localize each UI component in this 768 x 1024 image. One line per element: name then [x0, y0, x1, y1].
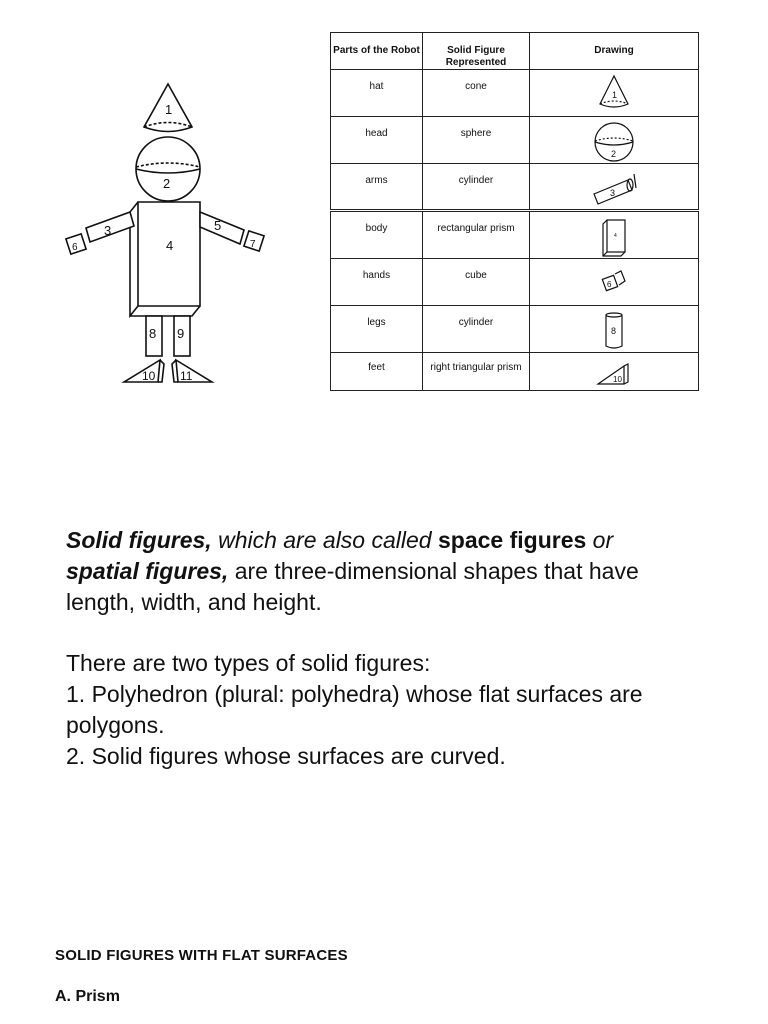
- intro-text-3: are three-dimensional shapes that have length, width, and height.: [66, 558, 639, 615]
- cell-part: feet: [331, 353, 423, 391]
- cell-drawing: [530, 211, 699, 259]
- robot-left-arm: [66, 212, 134, 254]
- rectangular-prism-drawing: [599, 216, 629, 258]
- cell-part: head: [331, 117, 423, 164]
- types-item-1: 1. Polyhedron (plural: polyhedra) whose flat surfaces are polygons.: [66, 681, 643, 738]
- cell-figure: sphere: [423, 117, 530, 164]
- robot-label-11: 11: [180, 369, 193, 383]
- intro-paragraph: [66, 525, 706, 618]
- cell-drawing: [530, 117, 699, 164]
- table-row: [331, 117, 699, 164]
- drawing-label: 10: [613, 375, 622, 384]
- types-block: [66, 648, 706, 772]
- cell-drawing: [530, 353, 699, 391]
- drawing-label: 4: [614, 233, 617, 239]
- types-item-2: 2. Solid figures whose surfaces are curved.: [66, 743, 506, 769]
- intro-text-1: which are also called: [211, 527, 438, 553]
- triangular-prism-drawing: [594, 362, 634, 390]
- robot-head-sphere: [136, 137, 200, 201]
- robot-legs: [146, 316, 190, 356]
- intro-text-2: or: [586, 527, 614, 553]
- cone-drawing: [597, 74, 631, 112]
- cube-drawing: [599, 263, 629, 301]
- robot-label-2: 2: [163, 176, 171, 191]
- table-row: [331, 306, 699, 353]
- table-row: [331, 211, 699, 259]
- table-row: [331, 164, 699, 211]
- leg-cylinder-drawing: [602, 310, 626, 352]
- drawing-label: 1: [612, 90, 618, 100]
- drawing-label: 6: [607, 280, 612, 289]
- term-solid-figures: Solid figures,: [66, 527, 212, 553]
- robot-label-10: 10: [142, 369, 156, 383]
- cell-part: body: [331, 211, 423, 259]
- cell-part: legs: [331, 306, 423, 353]
- robot-hat-cone: [144, 84, 192, 132]
- robot-right-arm: [200, 212, 264, 251]
- cell-drawing: [530, 70, 699, 117]
- robot-label-8: 8: [149, 326, 157, 341]
- robot-body-prism: [130, 202, 200, 316]
- cell-figure: cone: [423, 70, 530, 117]
- cell-figure: cylinder: [423, 306, 530, 353]
- section-heading: SOLID FIGURES WITH FLAT SURFACES: [55, 947, 348, 964]
- drawing-label: 8: [611, 326, 617, 336]
- cell-drawing: [530, 164, 699, 211]
- col-header-drawing: Drawing: [530, 33, 699, 70]
- table-row: [331, 259, 699, 306]
- col-header-figure: Solid Figure Represented: [423, 33, 530, 70]
- cell-drawing: [530, 306, 699, 353]
- sphere-drawing: [590, 121, 638, 163]
- robot-label-4: 4: [166, 238, 174, 253]
- col-header-part: Parts of the Robot: [331, 33, 423, 70]
- term-spatial-figures: spatial figures,: [66, 558, 229, 584]
- robot-feet: [124, 360, 212, 383]
- cell-figure: right triangular prism: [423, 353, 530, 391]
- table-row: [331, 353, 699, 391]
- robot-label-6: 6: [72, 242, 78, 253]
- robot-parts-table: [330, 32, 699, 391]
- robot-label-1: 1: [165, 102, 173, 117]
- drawing-label: 3: [610, 188, 616, 198]
- robot-label-9: 9: [177, 326, 185, 341]
- cell-part: hat: [331, 70, 423, 117]
- robot-label-5: 5: [214, 218, 222, 233]
- cell-figure: cylinder: [423, 164, 530, 211]
- cell-figure: cube: [423, 259, 530, 306]
- term-space-figures: space figures: [437, 527, 587, 553]
- cell-drawing: [530, 259, 699, 306]
- robot-illustration: [60, 70, 280, 400]
- drawing-label: 2: [611, 149, 617, 159]
- table-header-row: [331, 33, 699, 70]
- cell-part: arms: [331, 164, 423, 211]
- cell-figure: rectangular prism: [423, 211, 530, 259]
- types-lead: There are two types of solid figures:: [66, 650, 431, 676]
- robot-label-3: 3: [104, 223, 112, 238]
- cell-part: hands: [331, 259, 423, 306]
- cylinder-drawing: [590, 168, 638, 208]
- robot-label-7: 7: [250, 239, 256, 250]
- table-row: [331, 70, 699, 117]
- sub-heading-prism: A. Prism: [55, 988, 120, 1005]
